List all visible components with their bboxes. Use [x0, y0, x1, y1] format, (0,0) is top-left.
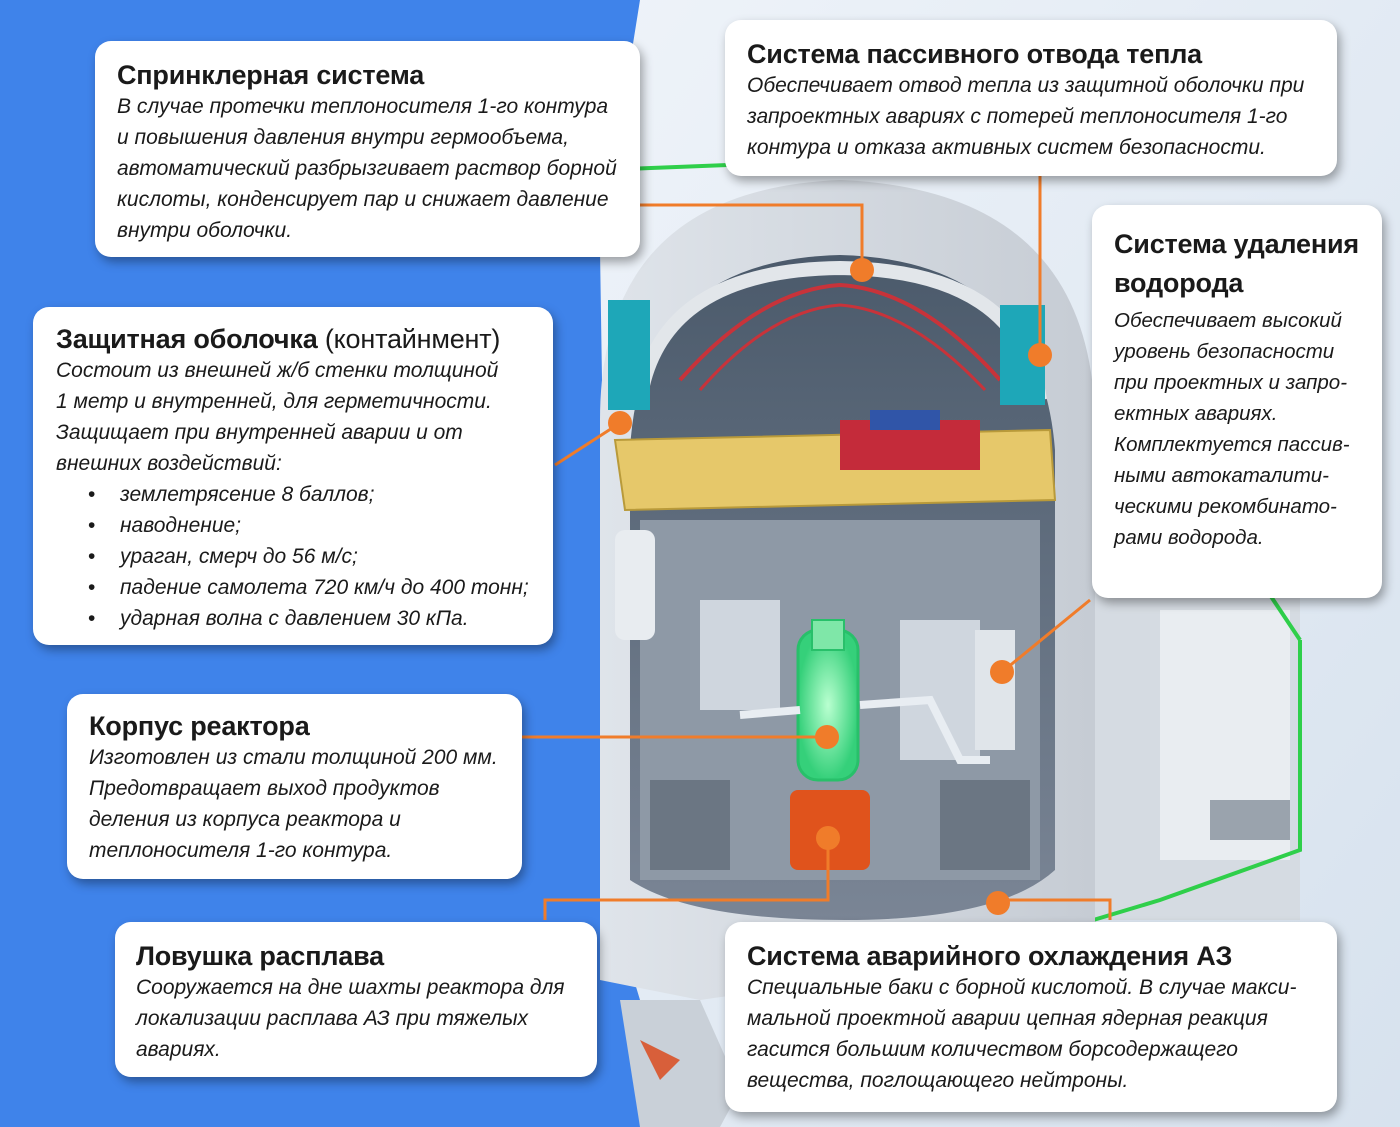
list-item: • ураган, смерч до 56 м/с;	[56, 541, 539, 572]
reactor-vessel-text: Изготовлен из стали толщиной 200 мм. Предотвращает выход продуктов деления из корпуса реактора и теплоносителя 1-го контура.	[89, 746, 498, 862]
card-hydrogen-removal	[1092, 205, 1382, 598]
passive-heat-text: Обеспечивает отвод тепла из защитной оболочки при запроектных авариях с потерей теплоносителя 1-го контура и отказа активных систем безопасности.	[747, 74, 1305, 159]
list-item: • наводнение;	[56, 510, 539, 541]
list-item: • ударная волна с давлением 30 кПа.	[56, 603, 539, 634]
sprinkler-text: В случае протечки теплоносителя 1-го контура и повышения давления внутри гермообъема, автоматический разбрызгивает раствор борной кислоты, конденсирует пар и снижает давление внутри оболочки.	[117, 95, 617, 242]
containment-title-main: Защитная оболочка	[56, 324, 318, 354]
list-item: • землетрясение 8 баллов;	[56, 479, 539, 510]
containment-title-suffix: (контайнмент)	[324, 324, 501, 354]
containment-title	[56, 323, 539, 355]
card-sprinkler-system	[95, 41, 640, 257]
reactor-vessel	[798, 630, 858, 780]
card-passive-heat-removal	[725, 20, 1337, 176]
sprinkler-title: Спринклерная система	[117, 60, 425, 90]
hydrogen-text: Обеспечивает высокий уровень безопасности при проектных и запро-ектных авариях. Комплектуется пассив-ными автокаталити-ческими рекомбинато-рами водорода.	[1114, 309, 1350, 549]
steam-generator-left	[700, 600, 780, 710]
core-catcher-text: Сооружается на дне шахты реактора для локализации расплава АЗ при тяжелых авариях.	[136, 976, 565, 1061]
core-catcher	[790, 790, 870, 870]
core-catcher-title: Ловушка расплава	[136, 941, 384, 971]
card-core-catcher	[115, 922, 597, 1077]
reactor-vessel-title: Корпус реактора	[89, 711, 310, 741]
emergency-cooling-title: Система аварийного охлаждения АЗ	[747, 941, 1233, 971]
emergency-cooling-text: Специальные баки с борной кислотой. В случае макси-мальной проектной аварии цепная ядерная реакция гасится большим количеством борсодержащего вещества, поглощающего нейтроны.	[747, 976, 1297, 1092]
passive-heat-title: Система пассивного отвода тепла	[747, 39, 1202, 69]
hydrogen-title: Система удаления водорода	[1114, 229, 1359, 298]
list-item: • падение самолета 720 км/ч до 400 тонн;	[56, 572, 539, 603]
heat-exchanger-left	[608, 300, 650, 410]
containment-text: Состоит из внешней ж/б стенки толщиной 1 метр и внутренней, для герметичности. Защищает при внутренней аварии и от внешних воздействий:	[56, 359, 499, 475]
card-emergency-cooling	[725, 922, 1337, 1112]
heat-exchanger-right	[1000, 305, 1045, 405]
card-containment	[33, 307, 553, 645]
card-reactor-vessel	[67, 694, 522, 879]
hydro-accumulator	[975, 630, 1015, 750]
polar-crane	[615, 430, 1055, 510]
containment-bullets	[56, 479, 539, 634]
